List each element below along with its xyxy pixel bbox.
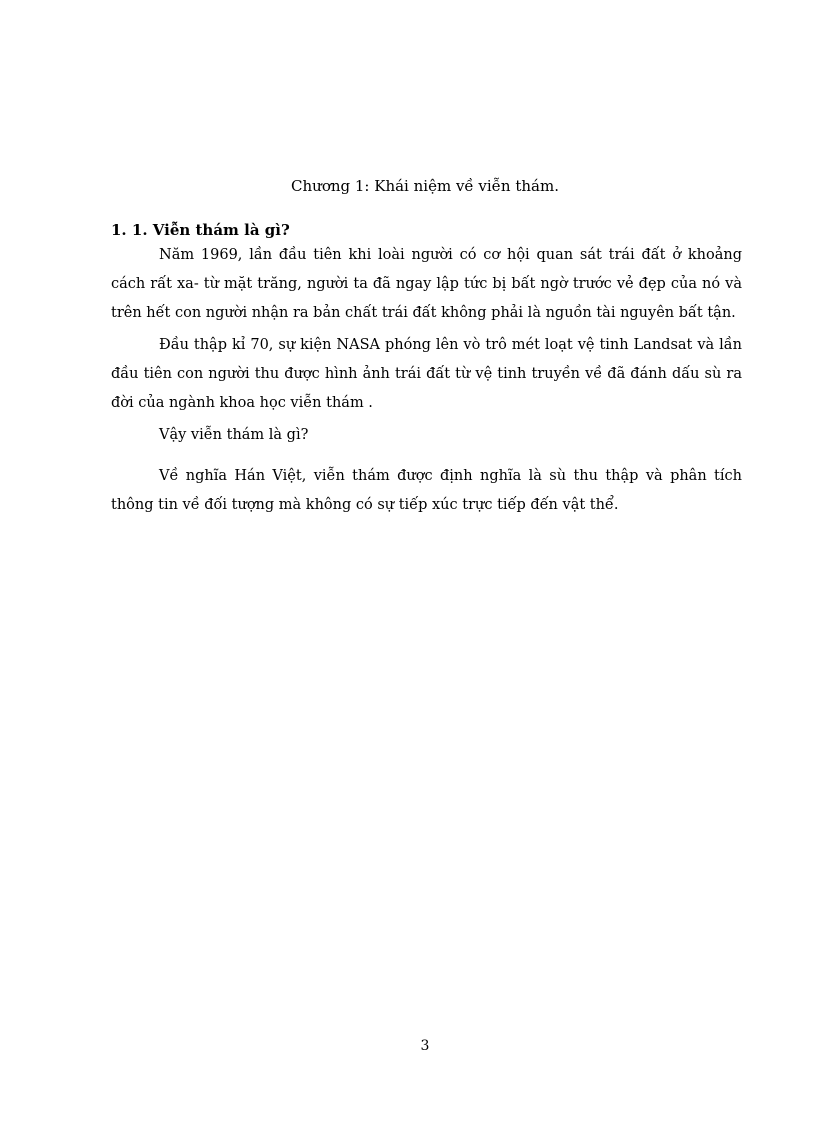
paragraph-first-sighting: Năm 1969, lần đầu tiên khi loài người có cơ hội quan sát trái đất ở khoảng cách rất xa- từ mặt trăng, người ta đã ngay lập tức bị bất ngờ trước vẻ đẹp của nó và trên hết con người nhận ra bản chất trái đất không phải là nguồn tài nguyên bất tận.: [111, 247, 742, 321]
paragraph-question: Vậy viễn thám là gì?: [159, 427, 309, 443]
paragraph-definition: Về nghĩa Hán Việt, viễn thám được định nghĩa là sù thu thập và phân tích thông tin về đối tượng mà không có sự tiếp xúc trực tiếp đến vật thể.: [111, 468, 742, 513]
section-heading: 1. 1. Viễn thám là gì?: [111, 221, 290, 239]
page-number: 3: [420, 1038, 430, 1054]
paragraph-landsat: Đầu thập kỉ 70, sự kiện NASA phóng lên vò trô mét loạt vệ tinh Landsat và lần đầu tiên con người thu được hình ảnh trái đất từ vệ tinh truyền về đã đánh dấu sù ra đời của ngành khoa học viễn thám .: [111, 337, 742, 411]
chapter-title: Chương 1: Khái niệm về viễn thám.: [291, 177, 559, 195]
